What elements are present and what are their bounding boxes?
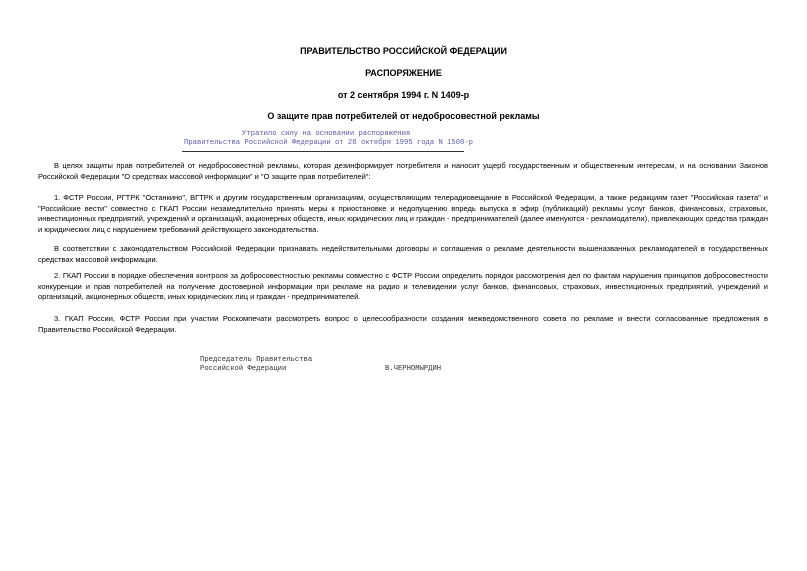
paragraph-item-3: 3. ГКАП России, ФСТР России при участии Роскомпечати рассмотреть вопрос о целесообразности создания межведомственного совета по рекламе и внести согласованные предложения в Правительство Российской Федерации. — [38, 314, 768, 334]
note-underline — [182, 151, 464, 152]
signatory-position-line1: Председатель Правительства — [200, 356, 313, 364]
document-title: О защите прав потребителей от недобросовестной рекламы — [267, 111, 540, 121]
signatory-position-line2: Российской Федерации — [200, 365, 287, 373]
paragraph-item-2: 2. ГКАП России в порядке обеспечения контроля за добросовестностью рекламы совместно с ФСТР России определить порядок рассмотрения дел по фактам нарушения принципов добросовестности конкуренции и прав потребителей на получение достоверной информации при рекламе на радио и телевидении услуг банков, финансовых, страховых, инвестиционных предприятий, учреждений и организаций, акционерных обществ, иных юридических лиц и граждан - предпринимателей. — [38, 271, 768, 302]
signatory-name: В.ЧЕРНОМЫРДИН — [385, 365, 442, 373]
paragraph-item-1-continued: В соответствии с законодательством Российской Федерации признавать недействительными договоры и соглашения о рекламе деятельности вышеназванных рекламодателей в государственных средствах массовой информации. — [38, 244, 768, 264]
paragraph-preamble: В целях защиты прав потребителей от недобросовестной рекламы, которая дезинформирует потребителя и наносит ущерб государственным и общественным интересам, и на основании Законов Российской Федерации "О средствах массовой информации" и "О защите прав потребителей": — [38, 161, 768, 181]
paragraph-item-1: 1. ФСТР России, РГТРК "Останкино", ВГТРК и другим государственным организациям, осуществляющим телерадиовещание в Российской Федерации, а также редакциям газет "Российская газета" и "Российские вести" совместно с ГКАП России незамедлительно принять меры к приостановке и недопущению впредь выпуска в эфир (публикаций) рекламы услуг банков, финансовых, страховых, инвестиционных предприятий, учреждений и организаций, акционерных обществ, иных юридических лиц и граждан - предпринимателей (далее именуются - рекламодатели), привлекающих средства граждан и юридических лиц с нарушением требований действующего законодательства. — [38, 193, 768, 234]
repeal-note-line1: Утратило силу на основании распоряжения — [242, 130, 411, 138]
government-heading: ПРАВИТЕЛЬСТВО РОССИЙСКОЙ ФЕДЕРАЦИИ — [300, 46, 507, 56]
document-date-number: от 2 сентября 1994 г. N 1409-р — [337, 90, 470, 100]
document-type: РАСПОРЯЖЕНИЕ — [365, 68, 442, 78]
repeal-note-line2: Правительства Российской Федерации от 28 октября 1995 года N 1508-р — [184, 139, 473, 147]
